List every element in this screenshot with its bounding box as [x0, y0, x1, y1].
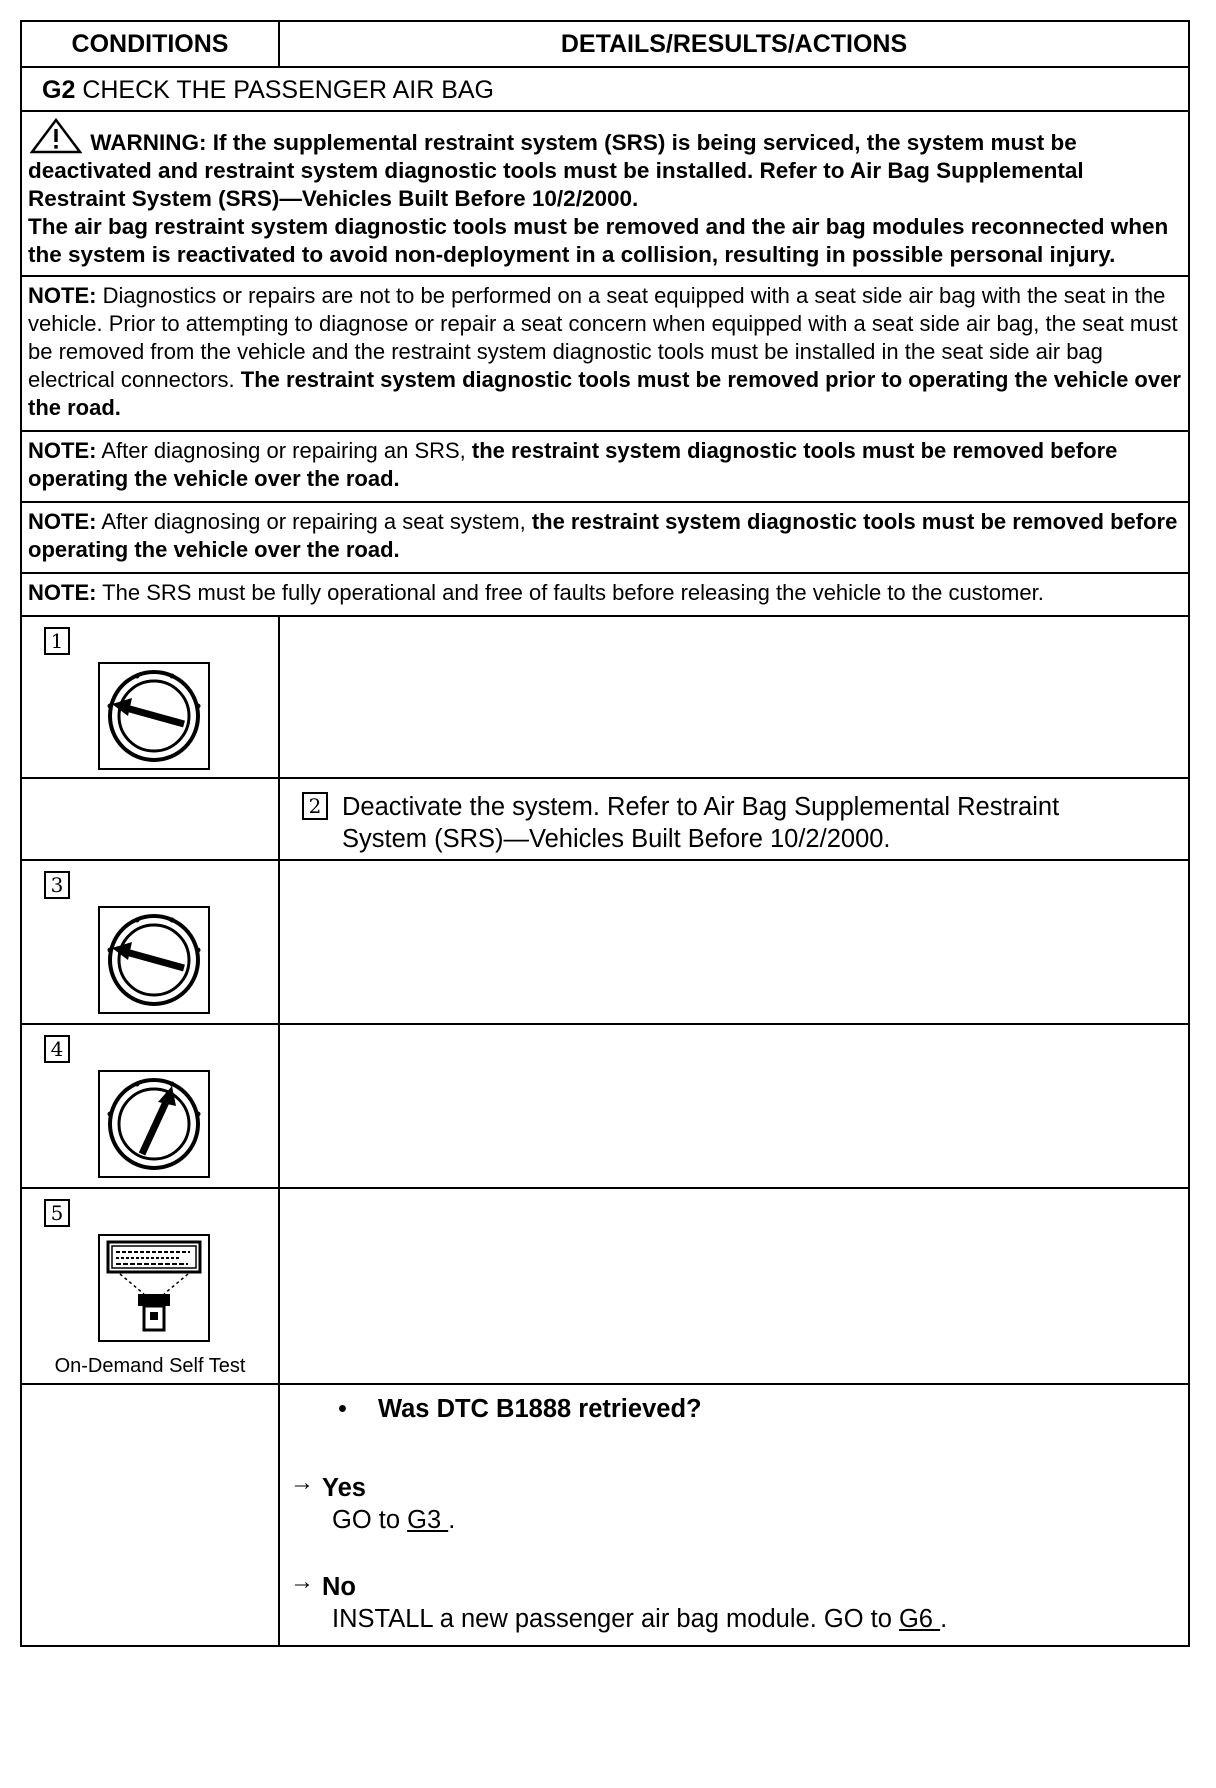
answer-yes-text: GO to [332, 1506, 408, 1534]
step-row [21, 778, 1189, 860]
ignition-on-icon [98, 1070, 210, 1178]
scan-tool-icon [98, 1234, 210, 1342]
link-g3[interactable]: G3 [407, 1506, 449, 1534]
step-number: 3 [44, 871, 70, 899]
step-action [279, 1024, 1189, 1188]
step-action [279, 1188, 1189, 1384]
note-text: Diagnostics or repairs are not to be performed on a seat equipped with a seat side air bag with the seat in the vehicle. Prior to attempting to diagnose or repair a seat concern when equipped with a seat side air bag, the seat must be removed from the vehicle and the restraint system diagnostic tools must be installed in the seat side air bag electrical connectors. [28, 283, 1178, 392]
details-header: DETAILS/RESULTS/ACTIONS [279, 21, 1189, 67]
step-condition [21, 1024, 279, 1188]
step-condition [21, 860, 279, 1024]
step-number: 1 [44, 627, 70, 655]
header-row [21, 21, 1189, 67]
note-box [21, 276, 1189, 431]
warning-text-2: The air bag restraint system diagnostic tools must be removed and the air bag modules reconnected when the system is reactivated to avoid non-deployment in a collision, resulting in possible personal injury. [28, 214, 1169, 267]
bullet-icon: • [338, 1395, 347, 1423]
step-text: Deactivate the system. Refer to Air Bag Supplemental Restraint System (SRS)—Vehicles Built Before 10/2/2000. [342, 793, 1060, 853]
note-label: NOTE: [28, 283, 97, 308]
conditions-header: CONDITIONS [21, 21, 279, 67]
answer-yes-suffix: . [448, 1506, 456, 1534]
warning-box [21, 111, 1189, 276]
note-label: NOTE: [28, 580, 97, 605]
step-row [21, 860, 1189, 1024]
step-condition [21, 616, 279, 778]
step-number: 5 [44, 1199, 70, 1227]
question-condition [21, 1384, 279, 1646]
step-row [21, 1024, 1189, 1188]
warning-label: WARNING: [90, 130, 207, 155]
warning-text: If the supplemental restraint system (SRS) is being serviced, the system must be deactivated and restraint system diagnostic tools must be installed. Refer to Air Bag Supplemental Restraint System (SRS)—Vehicles Built Before 10/2/2000. [28, 130, 1084, 211]
answer-yes-label: Yes [322, 1474, 366, 1502]
answer-no [290, 1566, 1188, 1635]
step-row [21, 1188, 1189, 1384]
note-bold-text: the restraint system diagnostic tools must be removed before operating the vehicle over the road. [28, 438, 1118, 491]
icon-caption: On-Demand Self Test [54, 1355, 246, 1377]
note-box [21, 573, 1189, 616]
note-box [21, 502, 1189, 573]
note-bold-text: The restraint system diagnostic tools must be removed prior to operating the vehicle over the road. [28, 367, 1181, 420]
ignition-off-icon [98, 662, 210, 770]
section-title [21, 67, 1189, 111]
step-number: 2 [302, 792, 328, 820]
question [290, 1393, 1188, 1425]
step-condition [21, 1188, 279, 1384]
question-cell [279, 1384, 1189, 1646]
step-number: 4 [44, 1035, 70, 1063]
answer-no-label: No [322, 1573, 356, 1601]
note-label: NOTE: [28, 438, 97, 463]
diagnostic-procedure [20, 20, 1188, 1647]
ignition-off-icon [98, 906, 210, 1014]
question-row [21, 1384, 1189, 1646]
note-text: After diagnosing or repairing an SRS, [101, 438, 466, 463]
note-bold-text: the restraint system diagnostic tools must be removed before operating the vehicle over the road. [28, 509, 1178, 562]
step-condition [21, 778, 279, 860]
section-title-text: CHECK THE PASSENGER AIR BAG [82, 76, 494, 104]
step-row [21, 616, 1189, 778]
note-label: NOTE: [28, 509, 97, 534]
arrow-right-icon: → [290, 1568, 314, 1595]
arrow-right-icon: → [290, 1469, 314, 1496]
link-g6[interactable]: G6 [898, 1605, 941, 1633]
answer-no-suffix: . [940, 1605, 948, 1633]
note-text: After diagnosing or repairing a seat system, [101, 509, 526, 534]
answer-no-text: INSTALL a new passenger air bag module. GO to [332, 1605, 899, 1633]
step-action [279, 860, 1189, 1024]
step-action [279, 778, 1189, 860]
procedure-table [20, 20, 1190, 1647]
note-box [21, 431, 1189, 502]
warning-triangle-icon [28, 118, 84, 154]
question-text: Was DTC B1888 retrieved? [378, 1395, 702, 1423]
step-action [279, 616, 1189, 778]
note-text: The SRS must be fully operational and free of faults before releasing the vehicle to the customer. [102, 580, 1044, 605]
section-code: G2 [42, 76, 76, 104]
answer-yes [290, 1467, 1188, 1536]
